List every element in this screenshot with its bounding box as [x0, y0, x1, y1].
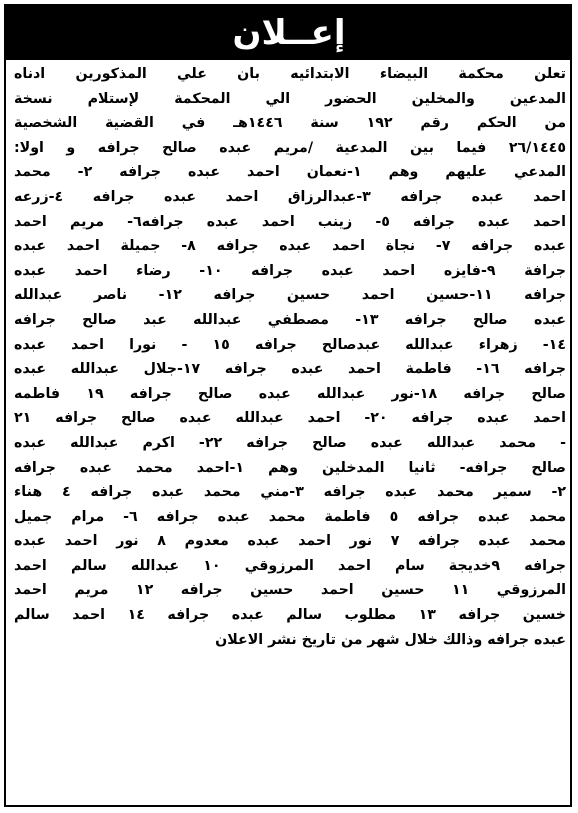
- notice-line: جرافه ١٦- فاطمة احمد عبده جرافه ١٧-جلال عبدالله عبده: [14, 361, 566, 378]
- notice-line: المدعي عليهم وهم ١-نعمان احمد عبده جرافه ٢- محمد: [14, 164, 566, 181]
- notice-line: المرزوقي ١١ حسين احمد حسين جرافه ١٢ مريم احمد: [14, 582, 566, 599]
- notice-line: عبده صالح جرافه ١٣- مصطفي عبدالله عبد صالح جرافه: [14, 311, 566, 328]
- notice-line: محمد عبده جرافه ٥ فاطمة محمد عبده جرافه ٦- مرام جميل: [14, 508, 566, 525]
- notice-line: تعلن محكمة البيضاء الابتدائيه بان علي المذكورين ادناه: [14, 66, 566, 82]
- notice-line: ٢- سمير محمد عبده جرافه ٣-مني محمد عبده جرافه ٤ هناء: [14, 484, 566, 501]
- notice-line: صالح جرافه- ثانيا المدخلين وهم ١-احمد محمد عبده جرافه: [14, 459, 566, 476]
- notice-line: - محمد عبدالله عبده صالح جرافه ٢٢- اكرم عبدالله عبده: [14, 434, 566, 451]
- notice-line: محمد عبده جرافه ٧ نور احمد عبده معدوم ٨ نور احمد عبده: [14, 533, 566, 550]
- notice-line: المدعين والمخلين الحضور الي المحكمة لإستلام نسخة: [14, 90, 566, 107]
- notice-line: احمد عبده جرافه ٣-عبدالرزاق احمد عبده جرافه ٤-زرعه: [14, 188, 566, 205]
- notice-line: خسين جرافه ١٣ مطلوب سالم عبده جرافه ١٤ احمد سالم: [14, 607, 566, 624]
- notice-line: جرافة ٩-فايزه احمد عبده جرافه ١٠- رضاء احمد عبده: [14, 262, 567, 279]
- notice-title: إعــلان: [6, 6, 572, 60]
- notice-line: جرافه ١١-حسين احمد حسين جرافه ١٢- ناصر عبدالله: [14, 287, 566, 304]
- notice-line: من الحكم رقم ١٩٢ سنة ١٤٤٦هـ في القضية الشخصية: [14, 115, 567, 132]
- notice-line: احمد عبده جرافه ٥- زينب احمد عبده جرافه٦- مريم احمد: [14, 213, 566, 230]
- notice-line: صالح جرافه ١٨-نور عبدالله عبده صالح جرافه ١٩ فاطمه: [14, 385, 566, 402]
- notice-line: عبده جرافه ٧- نجاة احمد عبده جرافه ٨- جميلة احمد عبده: [14, 238, 566, 255]
- notice-line: ٢٦/١٤٤٥ فيما بين المدعية /مريم عبده صالح جرافه و اولا:: [14, 139, 566, 156]
- notice-line: ١٤- زهراء عبدالله عبدصالح جرافه ١٥ - نورا احمد عبده: [14, 336, 566, 353]
- notice-line: جرافه ٩خديجة سام احمد المرزوقي ١٠ عبدالله سالم احمد: [14, 557, 567, 574]
- notice-line: عبده جرافه وذالك خلال شهر من تاريخ نشر الاعلان: [215, 631, 566, 648]
- notice-line: احمد عبده جرافه ٢٠- احمد عبدالله عبده صالح جرافه ٢١: [14, 410, 566, 427]
- notice-body: [14, 62, 566, 652]
